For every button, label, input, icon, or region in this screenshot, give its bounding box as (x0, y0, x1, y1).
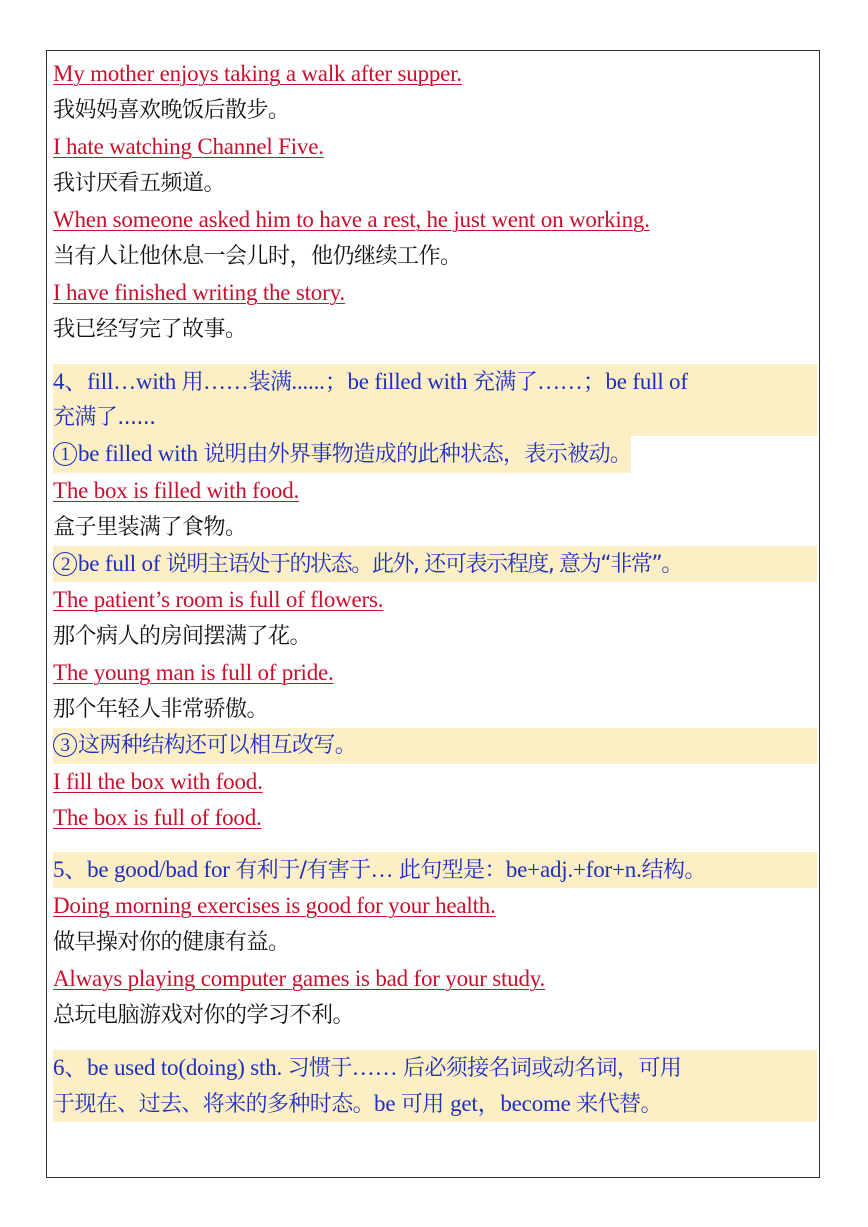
example-sentence-en: When someone asked him to have a rest, he just went on working. (53, 207, 650, 232)
example-translation-cn: 那个年轻人非常骄傲。 (53, 697, 269, 722)
example-sentence-en: The young man is full of pride. (53, 660, 334, 685)
heading-text-segment: 4、fill…with (53, 369, 182, 394)
heading-text-segment: ……；be full of (537, 369, 688, 394)
heading-text-segment: 来代替。 (576, 1092, 662, 1117)
section-4-point-2 (53, 546, 817, 582)
point-2-explanation: 说明主语处于的状态。此外, 还可表示程度, 意为“非常”。 (165, 552, 683, 577)
heading-text-segment: ......；be filled with (291, 369, 473, 394)
section-4-point-3 (53, 728, 817, 764)
heading-text-segment: 后必须接名词或动名词，可用 (402, 1056, 682, 1081)
example-sentence-en: I hate watching Channel Five. (53, 134, 324, 159)
example-translation-cn: 盒子里装满了食物。 (53, 515, 247, 540)
example-sentence-en: The box is filled with food. (53, 478, 300, 503)
heading-text-segment: 6、be used to(doing) sth. (53, 1055, 288, 1080)
circled-number-3: 3 (53, 733, 77, 757)
heading-text-segment: …… (202, 369, 249, 394)
section-4-heading (53, 364, 817, 436)
example-sentence-en: Always playing computer games is bad for your study. (53, 966, 546, 991)
point-1-explanation: 说明由外界事物造成的此种状态，表示被动。 (203, 442, 632, 467)
point-3-explanation: 这两种结构还可以相互改写。 (78, 733, 357, 758)
heading-text-segment: be+adj.+for+n. (505, 857, 642, 882)
example-translation-cn: 总玩电脑游戏对你的学习不利。 (53, 1003, 355, 1028)
heading-text-segment: 可用 (400, 1092, 451, 1117)
circled-number-2: 2 (53, 552, 77, 576)
heading-text-segment: 5、be good/bad for (53, 857, 236, 882)
heading-text-segment: …… (351, 1055, 403, 1080)
example-translation-cn: 那个病人的房间摆满了花。 (53, 624, 312, 649)
heading-text-segment: 用 (181, 370, 203, 395)
point-2-term: be full of (78, 551, 166, 576)
example-sentence-en: My mother enjoys taking a walk after supper. (53, 61, 462, 86)
circled-number-1: 1 (53, 442, 77, 466)
section-4-heading-line-2: 充满了...... (53, 405, 156, 430)
section-4-point-1 (53, 436, 631, 473)
section-4-heading-line-1 (53, 364, 817, 400)
document-body (53, 56, 817, 1122)
example-sentence-en: I have finished writing the story. (53, 280, 345, 305)
section-6-heading (53, 1050, 817, 1122)
heading-text-segment: get，become (450, 1091, 577, 1116)
example-sentence-en: The patient’s room is full of flowers. (53, 587, 384, 612)
section-5-heading-line (53, 852, 817, 888)
heading-text-segment: 此句型是： (398, 858, 506, 883)
example-translation-cn: 做早操对你的健康有益。 (53, 930, 290, 955)
heading-text-segment: 于现在、过去、将来的多种时态。 (53, 1092, 375, 1117)
heading-text-segment: 习惯于 (287, 1056, 352, 1081)
section-5-heading (53, 852, 817, 888)
heading-text-segment: 有利于/有害于 (235, 858, 371, 883)
heading-text-segment: 装满 (248, 370, 292, 395)
example-translation-cn: 我已经写完了故事。 (53, 317, 247, 342)
heading-text-segment: 结构。 (641, 858, 706, 883)
example-sentence-en: Doing morning exercises is good for your health. (53, 893, 496, 918)
heading-text-segment: … (370, 857, 399, 882)
example-translation-cn: 我妈妈喜欢晚饭后散步。 (53, 98, 290, 123)
example-translation-cn: 当有人让他休息一会儿时，他仍继续工作。 (53, 244, 462, 269)
section-6-heading-line-1 (53, 1050, 817, 1086)
heading-text-segment: be (374, 1091, 401, 1116)
heading-text-segment: 充满了 (472, 370, 538, 395)
example-sentence-en: I fill the box with food. (53, 769, 263, 794)
section-6-heading-line-2 (53, 1086, 817, 1122)
example-sentence-en: The box is full of food. (53, 805, 262, 830)
example-translation-cn: 我讨厌看五频道。 (53, 171, 226, 196)
point-1-term: be filled with (78, 441, 204, 466)
